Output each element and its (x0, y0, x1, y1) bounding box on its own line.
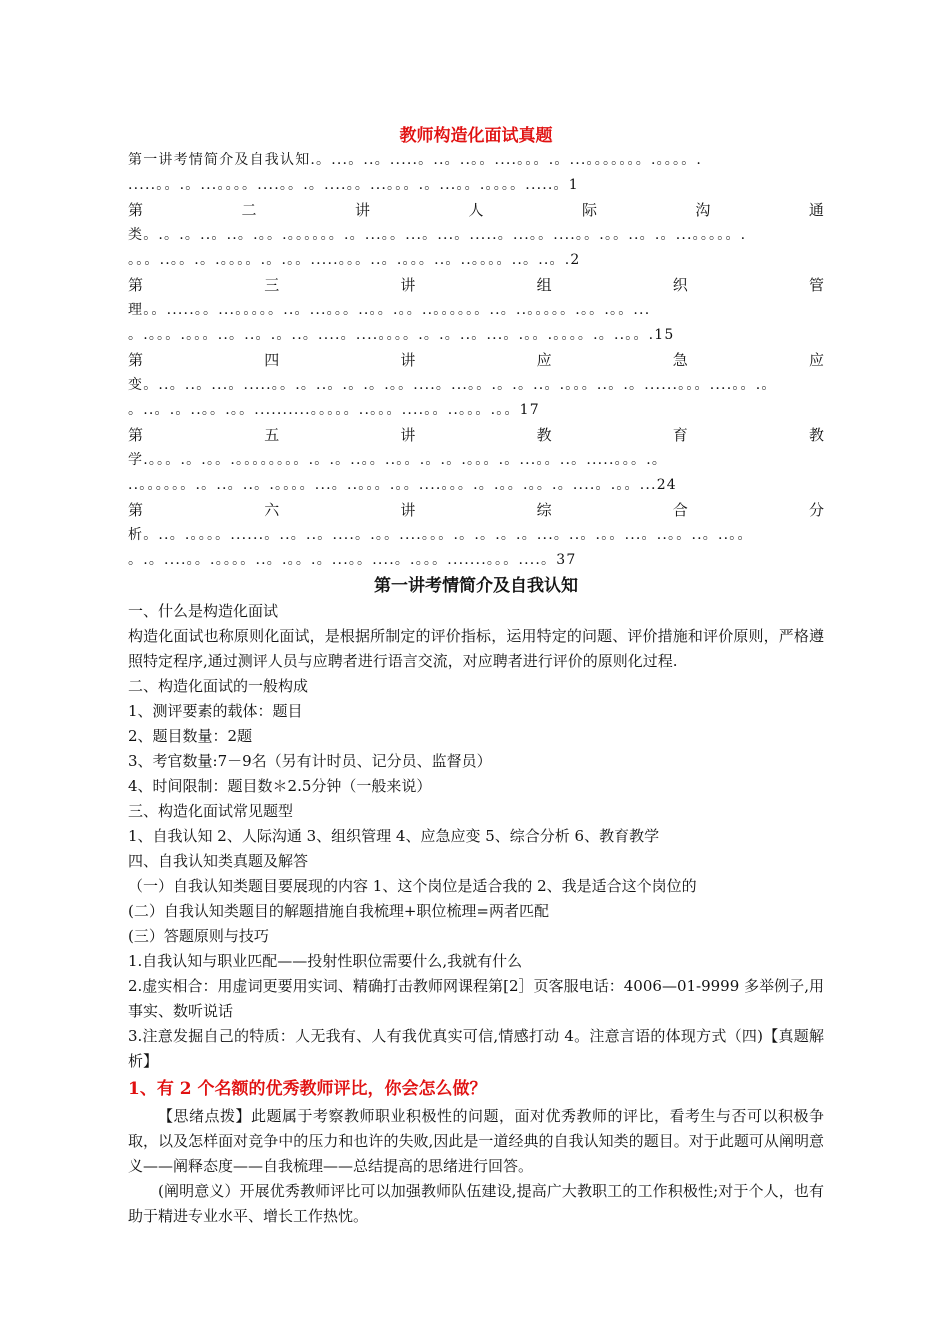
toc-entry-2[interactable] (128, 198, 824, 273)
toc-char: 二 (241, 201, 257, 219)
toc-char: 第 (128, 201, 144, 219)
toc-char: 沟 (695, 201, 711, 219)
section-body (128, 599, 824, 1074)
toc-entry-heading (128, 273, 824, 298)
toc-char: 五 (264, 426, 280, 444)
toc-char: 教 (536, 426, 552, 444)
toc-entry-line: 。..。.。..。。.。。..........。。。。。..。。。....。。..。。。.。。17 (128, 402, 540, 418)
list-item: 1、自我认知 2、人际沟通 3、组织管理 4、应急应变 5、综合分析 6、教育教学 (128, 827, 660, 845)
toc-char: 三 (264, 276, 280, 294)
list-item: （一）自我认知类题目要展现的内容 1、这个岗位是适合我的 2、我是适合这个岗位的 (128, 877, 697, 895)
list-item: 4、时间限制：题目数＊2.5分钟（一般来说） (128, 777, 432, 795)
toc-char: 人 (468, 201, 484, 219)
toc-char: 六 (264, 501, 280, 519)
toc-char: 综 (536, 501, 552, 519)
toc-entry-line: 变。..。..。...。.....。。.。..。.。.。.。。....。...。。.。.。..。.。。。..。.。......。。。....。。.。 (128, 377, 777, 393)
toc-char: 合 (672, 501, 688, 519)
toc-char: 育 (672, 426, 688, 444)
toc-char: 讲 (400, 351, 416, 369)
toc-entry-heading (128, 198, 824, 223)
toc-char: 教 (808, 426, 824, 444)
toc-char: 讲 (400, 276, 416, 294)
toc-entry-heading (128, 423, 824, 448)
toc-char: 组 (536, 276, 552, 294)
toc-char: 应 (536, 351, 552, 369)
toc-char: 四 (264, 351, 280, 369)
toc-char: 管 (808, 276, 824, 294)
analysis-paragraph: 【思绪点拨】此题属于考察教师职业积极性的问题，面对优秀教师的评比，看考生与否可以积极争取，以及怎样面对竞争中的压力和也许的失败,因此是一道经典的自我认知类的题目。对于此题可从阐明意义——阐释态度——自我梳理——总结提高的思绪进行回答。 (128, 1107, 824, 1175)
toc-entry-line: 。。。..。。.。.。。。。.。.。。.....。。。..。.。。。..。..。。。。..。..。.2 (128, 252, 581, 268)
document-body (128, 124, 824, 1229)
toc-entry-1[interactable] (128, 148, 824, 198)
question-heading: 1、有 2 个名额的优秀教师评比，你会怎么做？ (128, 1079, 487, 1099)
toc-entry-4[interactable] (128, 348, 824, 423)
toc-char: 第 (128, 501, 144, 519)
toc-char: 第 (128, 351, 144, 369)
heading-composition: 二、构造化面试的一般构成 (128, 677, 309, 695)
toc-char: 急 (672, 351, 688, 369)
toc-entry-line: 析。..。.。。。。......。..。..。....。.。。....。。。.。.。.。.。...。..。.。。...。..。。..。..。。 (128, 527, 753, 543)
toc-char: 第 (128, 276, 144, 294)
toc-entry-line: .....。。.。...。。。。....。。.。....。。...。。。.。...。。.。。。。.....。1 (128, 177, 579, 193)
list-item: 2、题目数量：2题 (128, 727, 253, 745)
toc-entry-heading (128, 348, 824, 373)
list-item: (三）答题原则与技巧 (128, 927, 269, 945)
definition-paragraph: 构造化面试也称原则化面试，是根据所制定的评价指标，运用特定的问题、评价措施和评价原则，严格遵照特定程序,通过测评人员与应聘者进行语言交流，对应聘者进行评价的原则化过程. (128, 627, 824, 670)
toc-entry-3[interactable] (128, 273, 824, 348)
toc-char: 应 (808, 351, 824, 369)
toc-entry-line: 第一讲考情简介及自我认知.。...。..。.....。..。..。。....。。。.。...。。。。。。。.。。。。. (128, 152, 703, 168)
toc-char: 分 (808, 501, 824, 519)
list-item: 1.自我认知与职业匹配——投射性职位需要什么,我就有什么 (128, 952, 523, 970)
toc-entry-line: ..。。。。。。.。..。..。.。。。。...。..。。。.。。....。。。.。.。。.。。.。....。.。。...24 (128, 477, 677, 493)
toc-entry-line: 学.。。。.。.。。.。。。。。。。。.。.。..。。..。。.。.。.。。。.。...。。..。.....。。。.。 (128, 452, 668, 468)
toc-entry-6[interactable] (128, 498, 824, 573)
list-item: 2.虚实相合：用虚词更要用实词、精确打击教师网课程第[2］页客服电话：4006—01-9999 多举例子,用事实、数听说话 (128, 977, 824, 1020)
analysis-paragraph: (阐明意义）开展优秀教师评比可以加强教师队伍建设,提高广大教职工的工作积极性;对于个人，也有助于精进专业水平、增长工作热忱。 (128, 1182, 824, 1225)
toc-char: 讲 (400, 501, 416, 519)
list-item: 3.注意发掘自己的特质：人无我有、人有我优真实可信,情感打动 4。注意言语的体现方式（四)【真题解析】 (128, 1027, 824, 1070)
document-title: 教师构造化面试真题 (399, 126, 553, 146)
toc-char: 讲 (354, 201, 370, 219)
toc-char: 通 (808, 201, 824, 219)
heading-self-cognition: 四、自我认知类真题及解答 (128, 852, 309, 870)
toc-entry-line: 。.。。。.。。。..。..。.。..。....。....。。。。.。.。..。...。.。。.。。。。.。..。。.15 (128, 327, 675, 343)
table-of-contents (128, 148, 824, 573)
toc-char: 织 (672, 276, 688, 294)
toc-entry-heading (128, 498, 824, 523)
toc-char: 第 (128, 426, 144, 444)
list-item: 3、考官数量:7－9名（另有计时员、记分员、监督员） (128, 752, 492, 770)
toc-char: 际 (581, 201, 597, 219)
list-item: (二）自我认知类题目的解题措施自我梳理+职位梳理=两者匹配 (128, 902, 549, 920)
section-heading: 第一讲考情简介及自我认知 (374, 576, 578, 596)
toc-entry-5[interactable] (128, 423, 824, 498)
list-item: 1、测评要素的载体：题目 (128, 702, 303, 720)
toc-entry-line: 理。。.....。。...。。。。。..。...。。。..。。.。。..。。。。。。..。..。。。。。.。。.。。... (128, 302, 651, 318)
toc-char: 讲 (400, 426, 416, 444)
toc-entry-line: 类。.。.。..。..。.。。.。。。。。。.。...。。...。...。.....。...。。....。。.。。..。.。...。。。。。. (128, 227, 747, 243)
heading-question-types: 三、构造化面试常见题型 (128, 802, 294, 820)
toc-entry-line: 。.。....。。.。。。。..。.。。.。...。。....。.。。。.......。。。....。37 (128, 552, 577, 568)
heading-what-is: 一、什么是构造化面试 (128, 602, 279, 620)
